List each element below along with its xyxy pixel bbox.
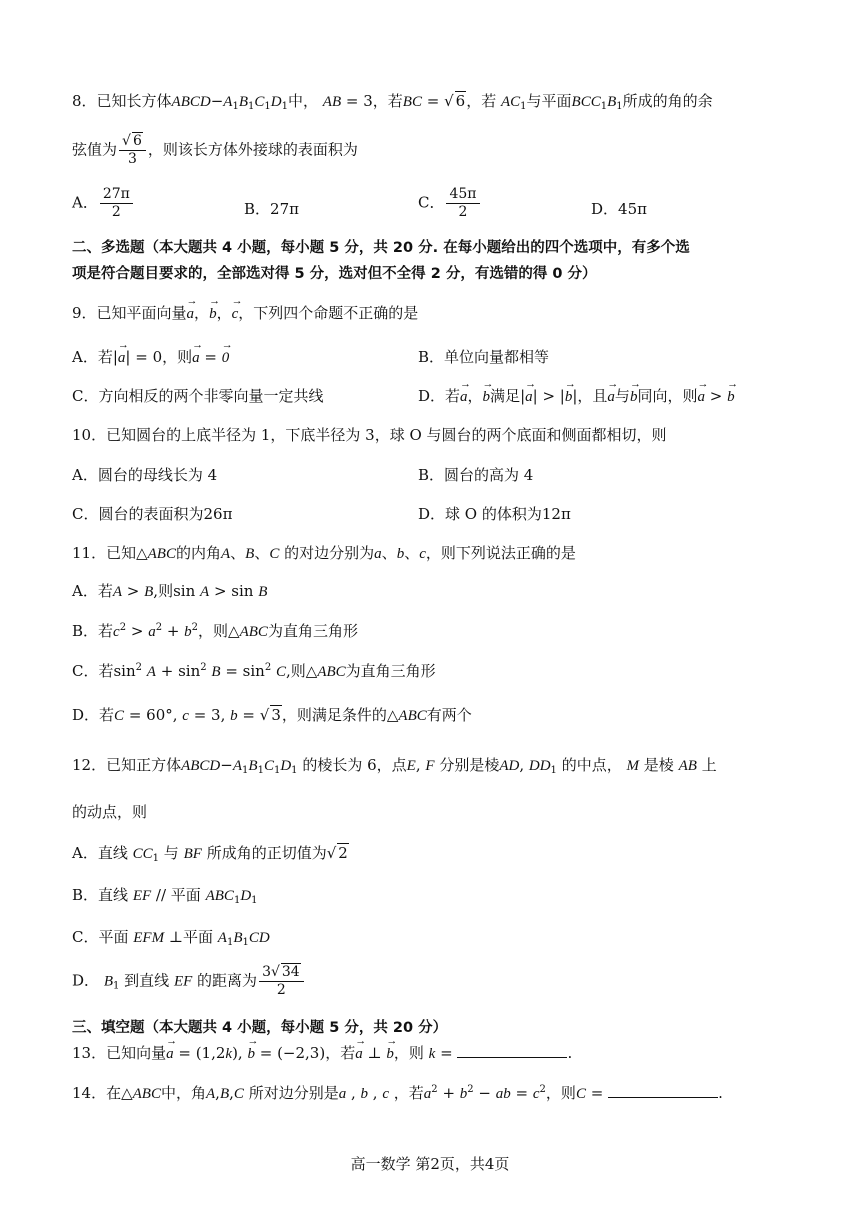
q9-option-d: D．若→ a，→ b满足|→ a| > |→ b|，且→ a与→ b同向，则→ a > → b	[418, 385, 735, 406]
q10-option-a: A．圆台的母线长为 4	[72, 466, 218, 484]
question-12-stem: 12．已知正方体$ABCD-A_1B_1C_1D_1$ 的棱长为 6，点E, F 分别是棱AD, $DD_1$ 的中点， M 是棱 AB 上	[72, 756, 717, 776]
q11-option-a: A．若A > B,则sin A > sin B	[72, 582, 268, 600]
q10-option-b: B．圆台的高为 4	[418, 466, 534, 484]
q10-option-c: C．圆台的表面积为26π	[72, 505, 233, 523]
section-2-heading: 二、多选题（本大题共 4 小题，每小题 5 分，共 20 分. 在每小题给出的四个选项中，有多个选	[72, 240, 690, 256]
question-8-stem-line2: 弦值为 $\frac{√ 6}{3}$ ，则该长方体外接球的表面积为	[72, 133, 358, 167]
question-11-stem: 11．已知△ABC的内角A、B、C 的对边分别为a、b、c，则下列说法正确的是	[72, 544, 576, 562]
q11-option-d: D．若C = 60°, c = 3, b = √ 3，则满足条件的△ABC有两个	[72, 706, 472, 724]
question-12-stem-line2: 的动点，则	[72, 803, 148, 821]
q10-option-d: D．球 O 的体积为12π	[418, 505, 571, 523]
q12-option-d: D． $B_1$ 到直线 EF 的距离为 $\frac{3√ 34}{2}$	[72, 964, 306, 999]
q12-option-b: B．直线 EF // 平面 $ABC_1D_1$	[72, 886, 258, 906]
q9-option-b: B．单位向量都相等	[418, 348, 550, 366]
question-9-stem: 9．已知平面向量→ a，→ b，→ c，下列四个命题不正确的是	[72, 302, 418, 323]
page-footer: 高一数学 第2页，共4页	[350, 1155, 510, 1173]
question-13: 13．已知向量→ a = (1,2k), → b = (−2,3)，若→ a ⊥ → b，则 k = .	[72, 1042, 572, 1063]
question-14: 14．在△ABC中，角A,B,C 所对边分别是a , b , c ，若$a^2 + b^2$ − ab = $c^2$，则C = .	[72, 1084, 723, 1102]
q8-option-d: D．45π	[591, 200, 647, 218]
q8-option-c: C． $\frac{45\pi}{2}$	[418, 186, 482, 221]
q8-option-b: B．27π	[244, 200, 299, 218]
q8-option-a: A． $\frac{27\pi}{2}$	[72, 186, 135, 221]
q9-option-c: C．方向相反的两个非零向量一定共线	[72, 387, 324, 405]
cosine-fraction: $\frac{√ 6}{3}$	[119, 133, 146, 168]
q11-option-b: B．若$c^2 > a^2 + b^2$，则△ABC为直角三角形	[72, 622, 358, 640]
question-8-stem: 8．已知长方体$ABCD-A_1B_1C_1D_1$中， AB = 3，若BC = √ 6，若 $AC_1$与平面$BCC_1B_1$所成的角的余	[72, 92, 713, 112]
question-10-stem: 10．已知圆台的上底半径为 1，下底半径为 3，球 O 与圆台的两个底面和侧面都相切，则	[72, 426, 667, 444]
q8-lead: 8．已知长方体	[72, 92, 172, 110]
section-3-heading: 三、填空题（本大题共 4 小题，每小题 5 分，共 20 分）	[72, 1020, 448, 1036]
q12-option-c: C．平面 EFM ⊥平面 $A_1B_1CD$	[72, 928, 270, 948]
q14-answer-blank[interactable]	[608, 1083, 718, 1098]
section-2-heading-line2: 项是符合题目要求的，全部选对得 5 分，选对但不全得 2 分，有选错的得 0 分）	[72, 266, 597, 282]
q12-option-a: A．直线 $CC_1$ 与 BF 所成角的正切值为√ 2	[72, 844, 348, 864]
q9-option-a: A．若|→ a| = 0，则→ a = → 0	[72, 346, 229, 367]
q11-option-c: C．若$\sin^2 A + \sin^2 B = \sin^2 C$,则△ABC为直角三角形	[72, 662, 436, 680]
q13-answer-blank[interactable]	[457, 1043, 567, 1058]
